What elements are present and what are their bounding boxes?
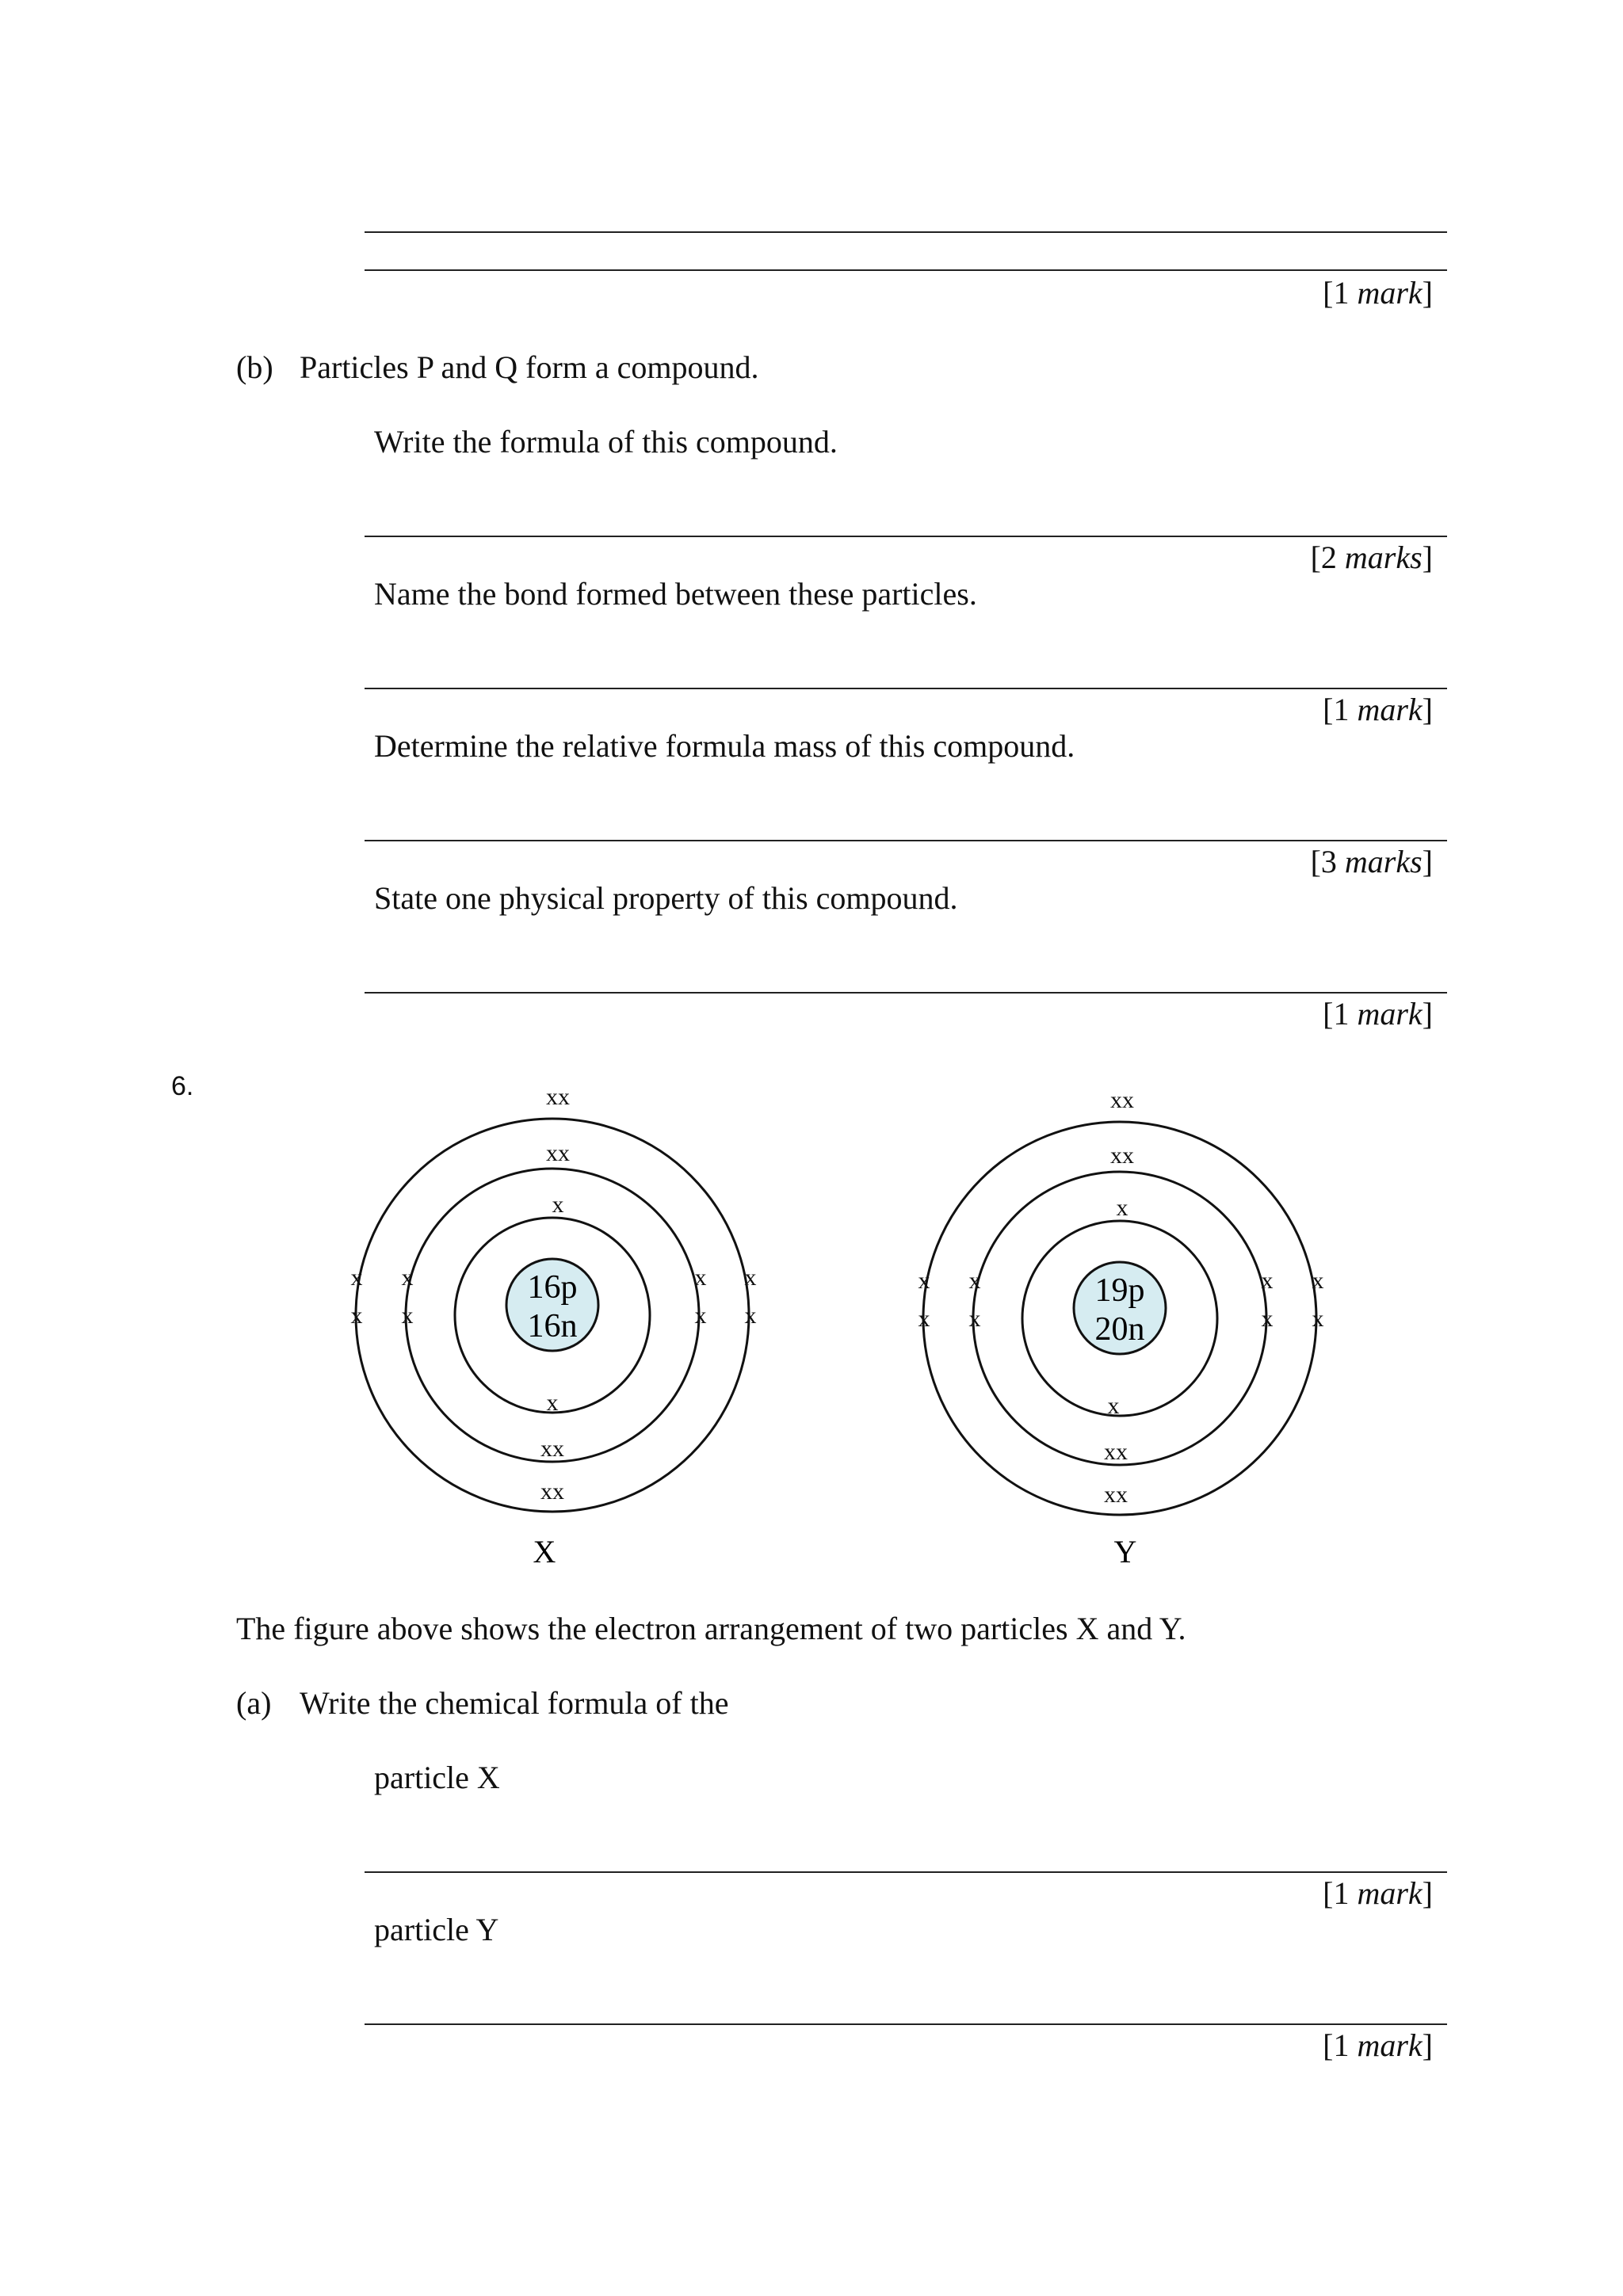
electron: x: [968, 1306, 981, 1332]
electron: x: [401, 1264, 414, 1291]
electron: x: [744, 1302, 757, 1329]
answer-line[interactable]: [365, 1871, 1447, 1873]
atom-label: Y: [1113, 1534, 1137, 1569]
figure-caption: The figure above shows the electron arrangement of two particles X and Y.: [236, 1611, 1186, 1646]
atom-y-diagram: [918, 1087, 1324, 1569]
electron: xx: [1110, 1142, 1134, 1169]
mark-allocation: [2 marks]: [1310, 540, 1433, 575]
question-number: 6.: [171, 1071, 194, 1101]
electron: x: [918, 1306, 930, 1332]
electron: x: [1312, 1268, 1324, 1294]
mark-allocation: [1 mark]: [1323, 275, 1433, 311]
nucleus-neutrons: 16n: [527, 1308, 578, 1344]
question-prompt: particle X: [374, 1760, 500, 1795]
question-prompt: Name the bond formed between these particles.: [374, 576, 977, 612]
answer-line[interactable]: [365, 2023, 1447, 2025]
electron: x: [350, 1302, 363, 1329]
atom-x-diagram: [351, 1084, 757, 1569]
part-a-stem: Write the chemical formula of the: [300, 1685, 729, 1721]
question-prompt: particle Y: [374, 1912, 499, 1947]
electron: x: [694, 1302, 707, 1329]
electron: xx: [1104, 1482, 1128, 1508]
mark-allocation: [1 mark]: [1323, 1875, 1433, 1911]
electron: x: [401, 1302, 414, 1329]
part-a-label: (a): [236, 1685, 272, 1721]
electron: x: [350, 1264, 363, 1291]
part-b-stem: Particles P and Q form a compound.: [300, 349, 759, 385]
electron: x: [1261, 1268, 1274, 1294]
atom-label: X: [533, 1534, 556, 1569]
electron: x: [546, 1390, 559, 1416]
nucleus-protons: 16p: [527, 1269, 578, 1306]
electron: x: [968, 1268, 981, 1294]
nucleus-protons: 19p: [1094, 1272, 1145, 1309]
electron: x: [1312, 1306, 1324, 1332]
nucleus-neutrons: 20n: [1094, 1311, 1145, 1348]
mark-allocation: [1 mark]: [1323, 2027, 1433, 2063]
electron: xx: [1110, 1087, 1134, 1113]
electron: xx: [546, 1084, 570, 1110]
mark-allocation: [3 marks]: [1310, 844, 1433, 879]
question-prompt: State one physical property of this compound.: [374, 880, 958, 916]
electron: xx: [546, 1140, 570, 1166]
electron: x: [1107, 1393, 1120, 1419]
electron: x: [1261, 1306, 1274, 1332]
part-b-label: (b): [236, 349, 273, 385]
electron: x: [694, 1264, 707, 1291]
question-prompt: Determine the relative formula mass of this compound.: [374, 728, 1075, 764]
electron: xx: [540, 1436, 564, 1462]
electron: x: [744, 1264, 757, 1291]
mark-allocation: [1 mark]: [1323, 692, 1433, 727]
electron: xx: [1104, 1439, 1128, 1465]
question-prompt: Write the formula of this compound.: [374, 424, 838, 460]
electron: x: [1116, 1195, 1128, 1221]
electron: x: [918, 1268, 930, 1294]
mark-allocation: [1 mark]: [1323, 996, 1433, 1032]
electron: x: [552, 1192, 564, 1218]
electron: xx: [540, 1478, 564, 1505]
